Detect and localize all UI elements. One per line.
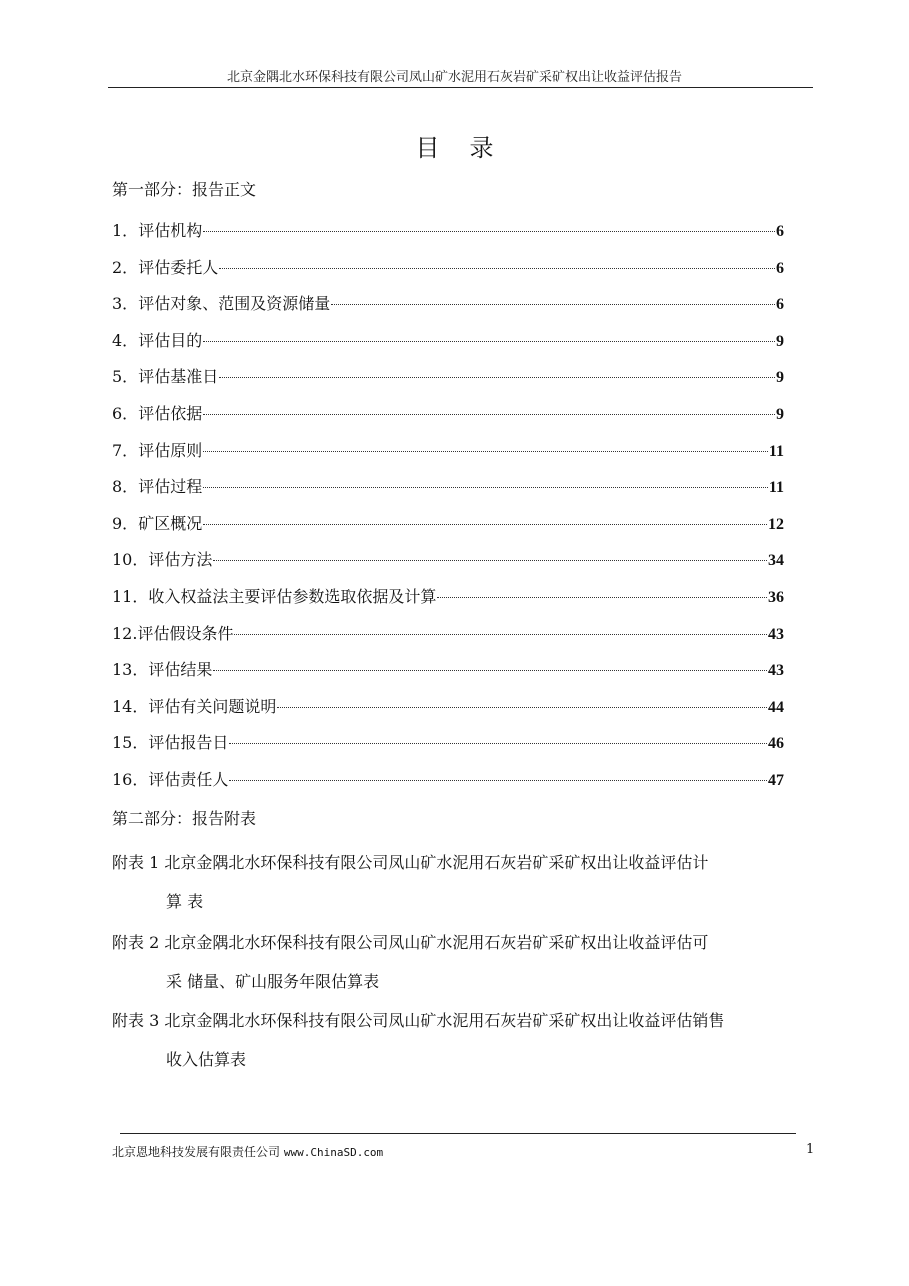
appendix-line-continued: 采 储量、矿山服务年限估算表 bbox=[166, 972, 380, 991]
toc-entry-page: 9 bbox=[776, 332, 784, 350]
toc-entry-label: 评估委托人 bbox=[138, 257, 219, 277]
toc-entry-page: 11 bbox=[768, 442, 784, 460]
toc-dot-leader bbox=[219, 377, 775, 378]
toc-dot-leader bbox=[229, 780, 767, 781]
toc-entry-page: 12 bbox=[768, 515, 784, 533]
toc-entry-label: 评估方法 bbox=[148, 550, 213, 570]
toc-entry-label: 收入权益法主要评估参数选取依据及计算 bbox=[148, 586, 437, 606]
toc-entry-page: 6 bbox=[776, 223, 784, 240]
toc-entry-number: 7． bbox=[112, 440, 139, 460]
toc-entry[interactable] bbox=[112, 621, 784, 658]
toc-dot-leader bbox=[234, 634, 767, 635]
toc-entry[interactable] bbox=[112, 730, 784, 767]
toc-entry[interactable] bbox=[112, 694, 784, 731]
toc-entry[interactable] bbox=[112, 547, 784, 584]
toc-entry-number: 6． bbox=[112, 403, 139, 423]
toc-dot-leader bbox=[203, 231, 775, 232]
toc-entry[interactable] bbox=[112, 291, 784, 328]
toc-entry-page: 44 bbox=[768, 698, 784, 716]
toc-dot-leader bbox=[229, 743, 767, 744]
toc-entry-label: 评估对象、范围及资源储量 bbox=[138, 294, 331, 314]
toc-entry-page: 9 bbox=[776, 405, 784, 423]
toc-entry-number: 12. bbox=[112, 623, 138, 643]
toc-entry-page: 43 bbox=[768, 662, 784, 680]
toc-entry[interactable] bbox=[112, 438, 784, 475]
toc-entry[interactable] bbox=[112, 255, 784, 292]
toc-entry-label: 评估有关问题说明 bbox=[148, 696, 277, 716]
toc-dot-leader bbox=[277, 707, 767, 708]
toc-dot-leader bbox=[203, 414, 775, 415]
toc-entry-label: 评估依据 bbox=[138, 403, 203, 423]
toc-entry-label: 评估过程 bbox=[138, 477, 203, 497]
appendix-line-continued: 收入估算表 bbox=[166, 1050, 247, 1069]
toc-entry[interactable] bbox=[112, 511, 784, 548]
toc-entry-page: 9 bbox=[776, 369, 784, 387]
toc-entry-label: 矿区概况 bbox=[138, 513, 203, 533]
toc-entry-label: 评估基准日 bbox=[138, 367, 219, 387]
toc-entry[interactable] bbox=[112, 364, 784, 401]
toc-dot-leader bbox=[203, 487, 768, 488]
toc-dot-leader bbox=[219, 268, 775, 269]
toc-entry-page: 47 bbox=[768, 771, 784, 789]
toc-entry-label: 评估机构 bbox=[138, 221, 203, 240]
toc-entry-label: 评估假设条件 bbox=[137, 623, 234, 643]
page-number: 1 bbox=[806, 1142, 815, 1157]
appendix-item-3 bbox=[112, 1008, 817, 1070]
toc-entry-number: 16． bbox=[112, 769, 149, 789]
toc-entry-number: 14． bbox=[112, 696, 149, 716]
toc-entry-number: 15． bbox=[112, 733, 149, 753]
toc-entry-number: 5． bbox=[112, 367, 139, 387]
part2-heading: 第二部分：报告附表 bbox=[112, 809, 257, 828]
toc-entry-page: 6 bbox=[776, 296, 784, 314]
appendix-line: 附表 2 北京金隅北水环保科技有限公司凤山矿水泥用石灰岩矿采矿权出让收益评估可 bbox=[112, 933, 709, 952]
toc-entry-number: 1． bbox=[112, 221, 139, 240]
toc-entry[interactable] bbox=[112, 657, 784, 694]
toc-entry-number: 2． bbox=[112, 257, 139, 277]
toc-entry-number: 8． bbox=[112, 477, 139, 497]
toc-entry-number: 11． bbox=[112, 586, 149, 606]
toc-entry-number: 10． bbox=[112, 550, 149, 570]
toc-dot-leader bbox=[203, 341, 775, 342]
toc-dot-leader bbox=[331, 304, 775, 305]
toc-entry[interactable] bbox=[112, 328, 784, 365]
appendix-item-2 bbox=[112, 930, 817, 992]
page-title: 目录 bbox=[415, 134, 524, 162]
header-divider bbox=[108, 87, 813, 88]
toc-entry-label: 评估目的 bbox=[138, 330, 203, 350]
toc-entry[interactable] bbox=[112, 401, 784, 438]
appendix-line: 附表 1 北京金隅北水环保科技有限公司凤山矿水泥用石灰岩矿采矿权出让收益评估计 bbox=[112, 853, 709, 872]
toc-entry-number: 4． bbox=[112, 330, 139, 350]
part1-heading: 第一部分：报告正文 bbox=[112, 180, 257, 199]
toc-entry[interactable] bbox=[112, 767, 784, 804]
appendix-item-1 bbox=[112, 850, 817, 912]
toc-entry-page: 36 bbox=[768, 588, 784, 606]
appendix-line-continued: 算 表 bbox=[166, 892, 204, 911]
toc-entry-page: 43 bbox=[768, 625, 784, 643]
toc-entry-label: 评估原则 bbox=[138, 440, 203, 460]
toc-entry-page: 6 bbox=[776, 259, 784, 277]
toc-entry-page: 11 bbox=[768, 479, 784, 497]
running-header: 北京金隅北水环保科技有限公司凤山矿水泥用石灰岩矿采矿权出让收益评估报告 bbox=[226, 70, 682, 85]
toc-dot-leader bbox=[203, 451, 768, 452]
toc-entry-page: 34 bbox=[768, 552, 784, 570]
appendix-line: 附表 3 北京金隅北水环保科技有限公司凤山矿水泥用石灰岩矿采矿权出让收益评估销售 bbox=[112, 1011, 725, 1030]
toc-entry[interactable] bbox=[112, 474, 784, 511]
footer-credit bbox=[112, 1143, 383, 1160]
toc-entry-page: 46 bbox=[768, 735, 784, 753]
toc-entry[interactable] bbox=[112, 584, 784, 621]
toc-entry[interactable] bbox=[112, 218, 784, 255]
footer-company: 北京恩地科技发展有限责任公司 bbox=[112, 1145, 281, 1159]
toc-dot-leader bbox=[437, 597, 767, 598]
toc-list bbox=[112, 218, 784, 804]
footer-url: www.ChinaSD.com bbox=[283, 1146, 384, 1159]
footer-divider bbox=[120, 1133, 796, 1134]
toc-entry-label: 评估报告日 bbox=[148, 733, 229, 753]
toc-entry-number: 9． bbox=[112, 513, 139, 533]
toc-entry-number: 13． bbox=[112, 660, 149, 680]
toc-dot-leader bbox=[213, 670, 767, 671]
toc-entry-number: 3． bbox=[112, 294, 139, 314]
toc-dot-leader bbox=[213, 560, 767, 561]
toc-entry-label: 评估责任人 bbox=[148, 769, 229, 789]
toc-dot-leader bbox=[203, 524, 767, 525]
toc-entry-label: 评估结果 bbox=[148, 660, 213, 680]
